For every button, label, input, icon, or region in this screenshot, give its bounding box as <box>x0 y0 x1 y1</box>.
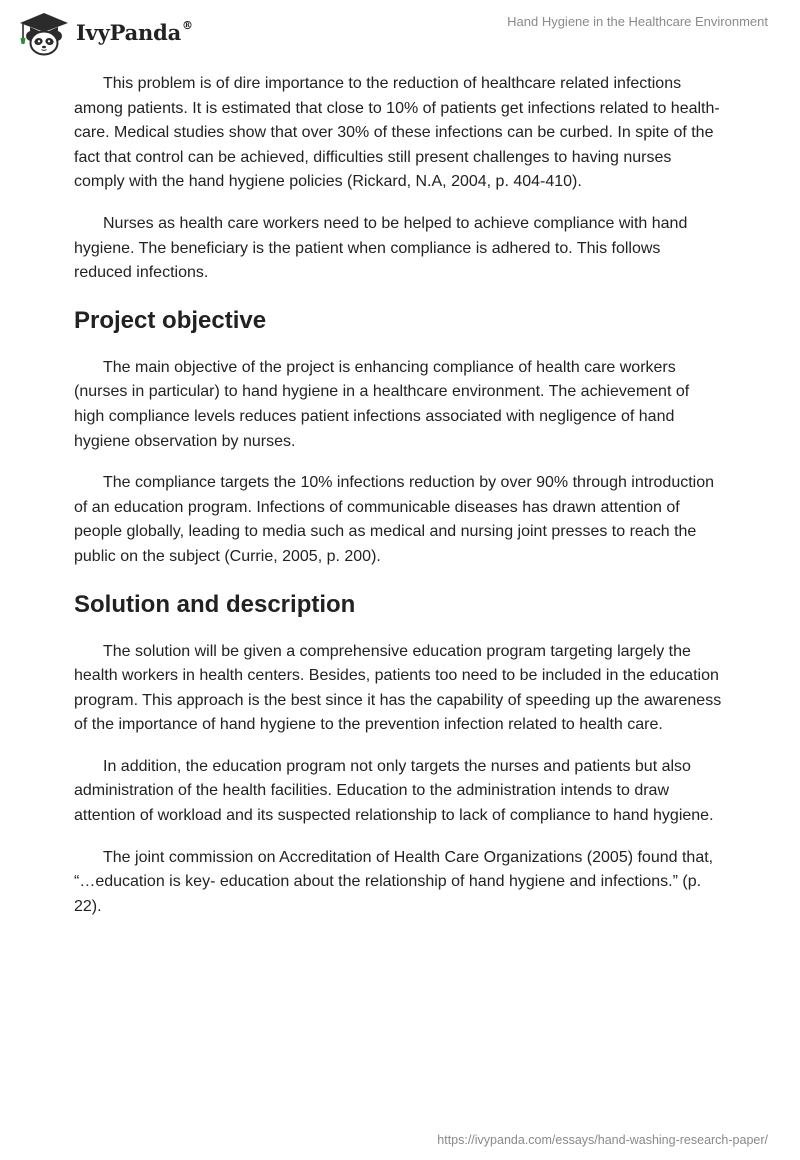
paragraph: The main objective of the project is enhancing compliance of health care workers (nurses in particular) to hand hygiene in a healthcare environment. The achievement of high compliance levels reduces patient infections associated with negligence of hand hygiene observation by nurses. <box>74 358 690 450</box>
ivypanda-logo[interactable] <box>14 9 193 57</box>
section-heading-project-objective: Project objective <box>74 306 267 334</box>
paragraph: The solution will be given a comprehensive education program targeting largely the health workers in health centers. Besides, patients too need to be included in the education program. This approach is the best since it has the capability of speeding up the awareness of the importance of hand hygiene to the prevention infection related to health care. <box>74 642 722 734</box>
paragraph: The joint commission on Accreditation of Health Care Organizations (2005) found that, “…education is key- education about the relationship of hand hygiene and infections.” (p. 22). <box>74 848 714 915</box>
panda-graduate-icon <box>14 9 76 57</box>
registered-mark: ® <box>182 18 193 32</box>
page-header <box>0 0 800 60</box>
source-url-link[interactable]: https://ivypanda.com/essays/hand-washing-research-paper/ <box>437 1133 768 1147</box>
paragraph: Nurses as health care workers need to be helped to achieve compliance with hand hygiene. The beneficiary is the patient when compliance is adhered to. This follows reduced infections. <box>74 214 688 282</box>
paragraph: The compliance targets the 10% infections reduction by over 90% through introduction of an education program. Infections of communicable diseases has drawn attention of people globally, leading to media such as medical and nursing joint presses to reach the public on the subject (Currie, 2005, p. 200). <box>74 474 715 565</box>
brand-name: IvyPanda® <box>76 18 193 45</box>
essay-body <box>74 72 722 936</box>
paragraph: In addition, the education program not only targets the nurses and patients but also administration of the health facilities. Education to the administration intends to draw attention of workload and its suspected relationship to lack of compliance to hand hygiene. <box>74 757 714 825</box>
document-title: Hand Hygiene in the Healthcare Environment <box>507 14 768 29</box>
paragraph: This problem is of dire importance to the reduction of healthcare related infections among patients. It is estimated that close to 10% of patients get infections related to health-care. Medical studies show that over 30% of these infections can be curbed. In spite of the fact that control can be achieved, difficulties still present challenges to having nurses comply with the hand hygiene policies (Rickard, N.A, 2004, p. 404-410). <box>74 75 720 191</box>
section-heading-solution-and-description: Solution and description <box>74 590 356 618</box>
